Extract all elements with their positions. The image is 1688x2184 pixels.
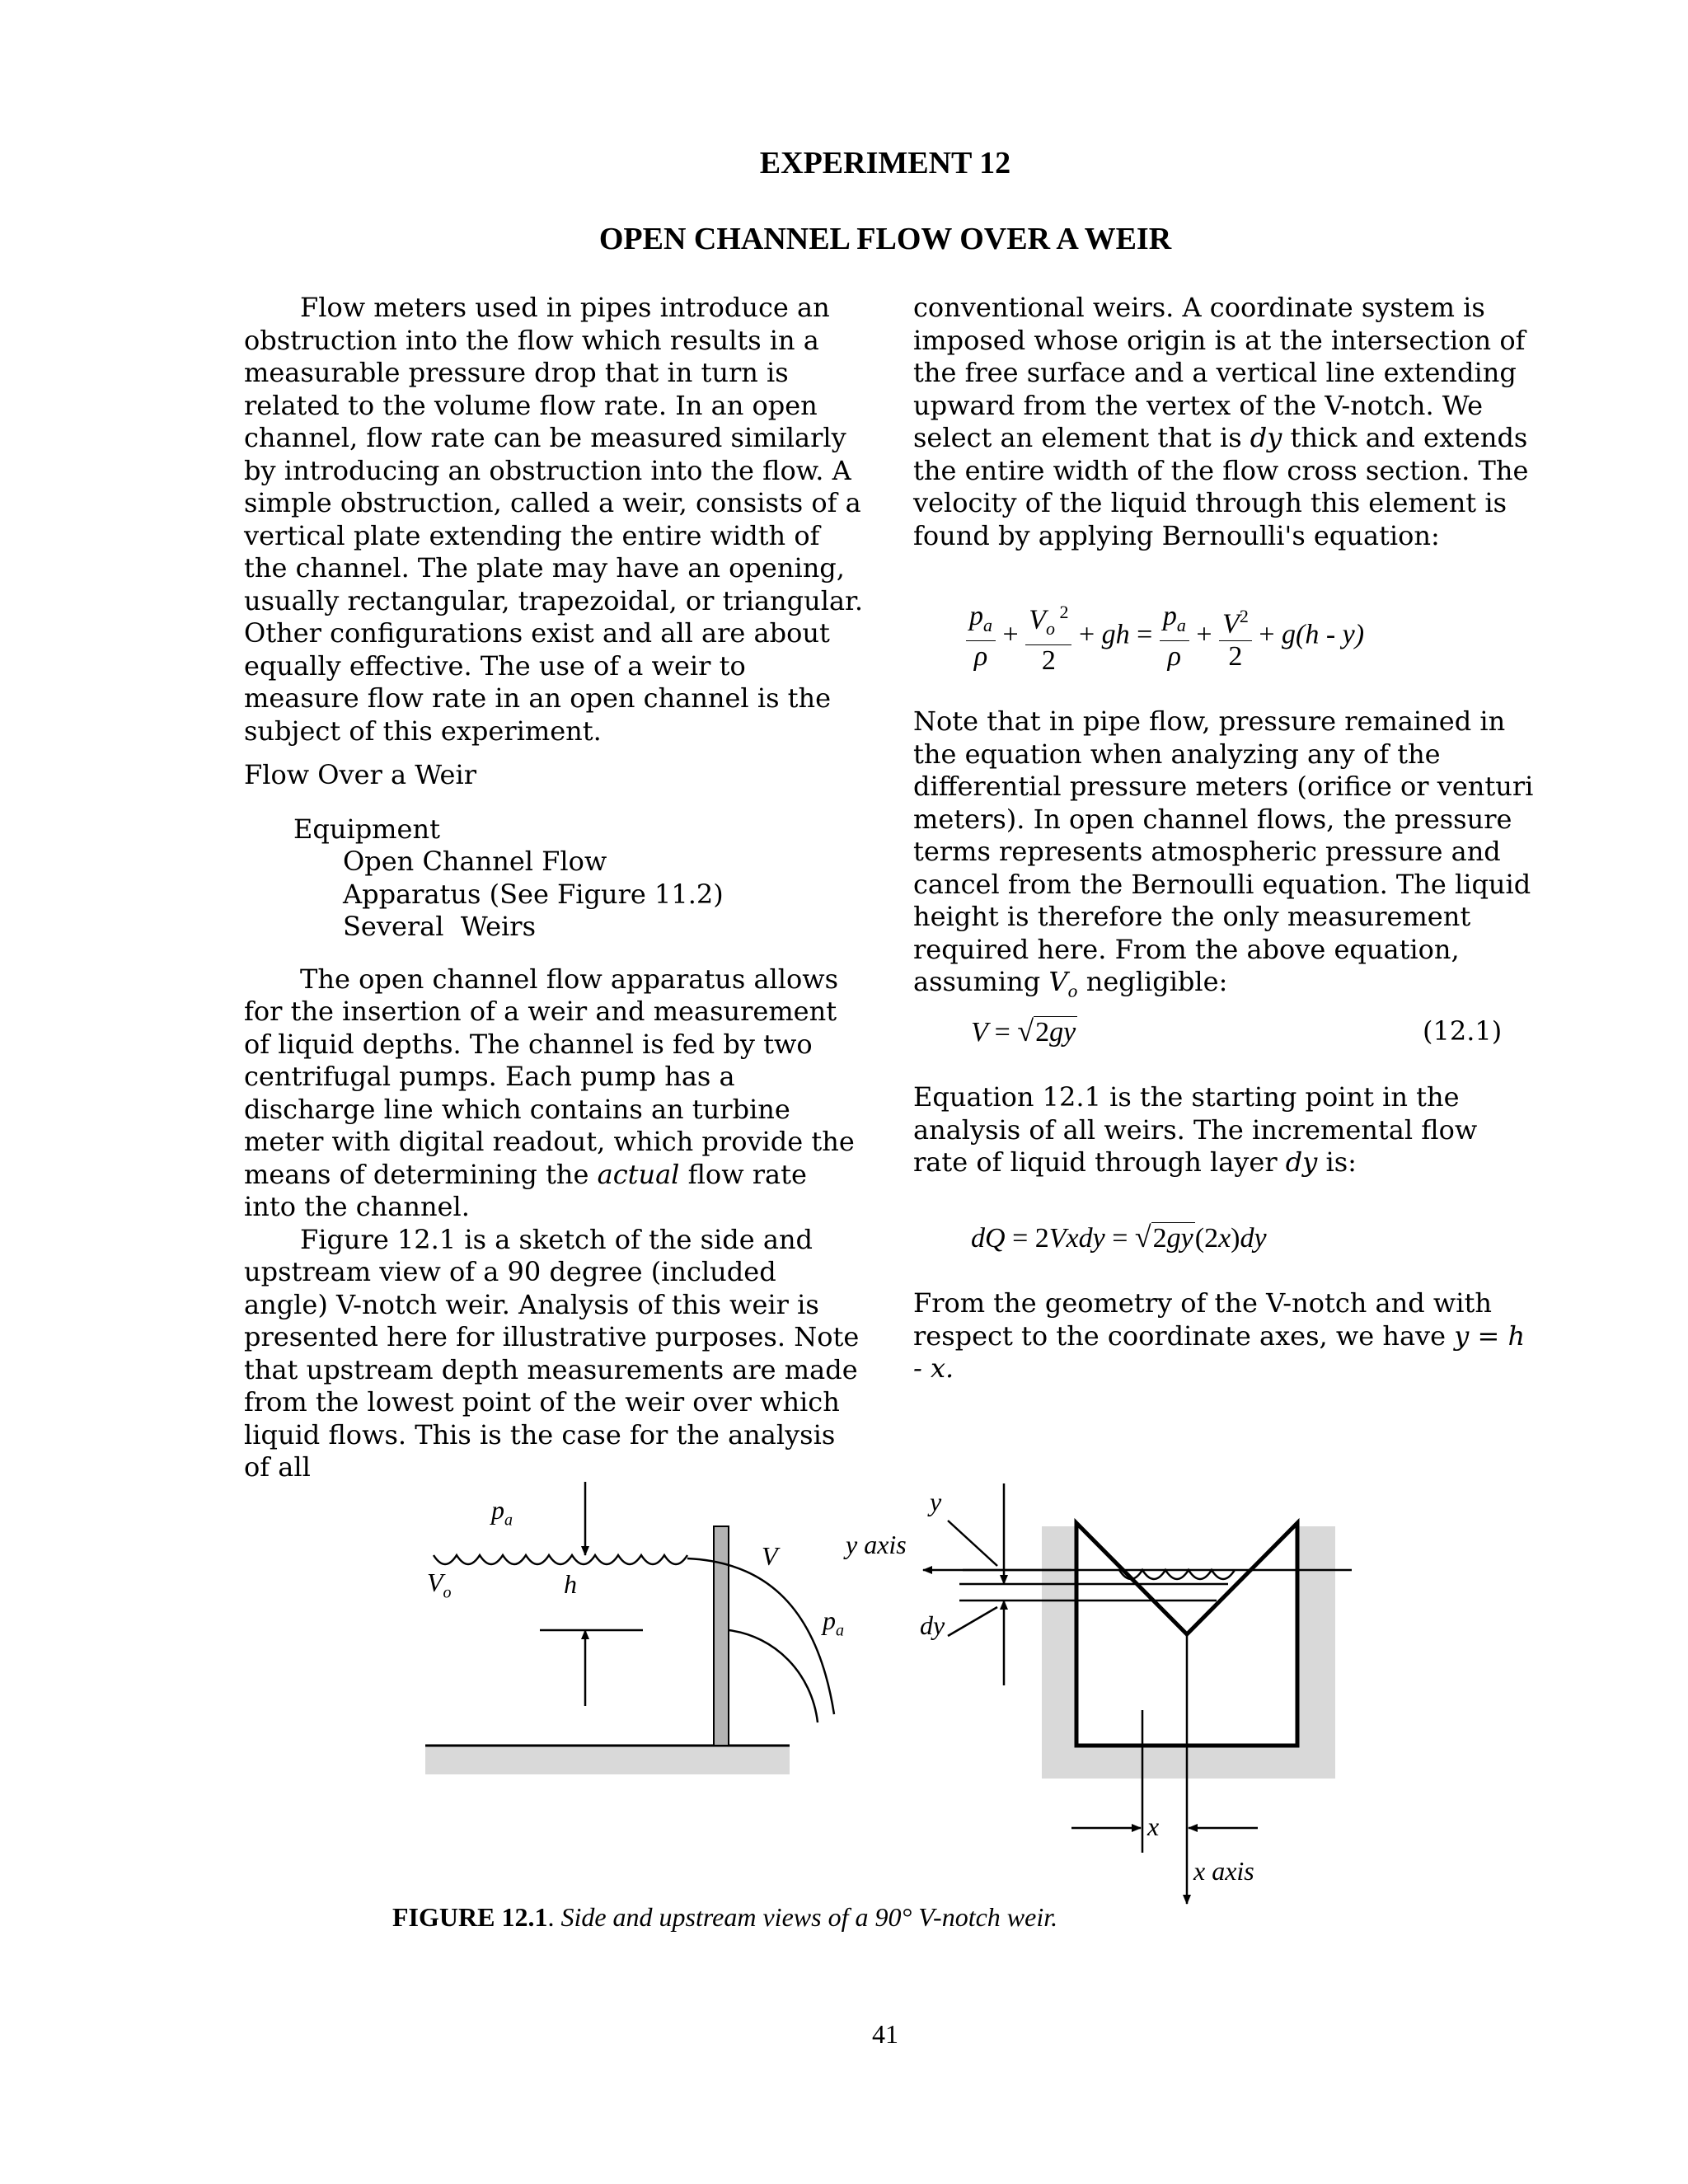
apparatus-text: The open channel flow apparatus allows for the insertion of a weir and measurement of liquid depths. The channel is fed by two centrifugal pumps. Each pump has a discharge line which contains an turbine meter with digital readout, which provide the means of determining the [244,963,855,1190]
channel-floor [425,1746,790,1774]
geometry-text: From the geometry of the V-notch and with respect to the coordinate axes, we have [913,1287,1492,1352]
flow-rate-equation: dQ = 2Vxdy = √2gy(2x)dy [971,1221,1267,1254]
dy-indicator [948,1607,997,1636]
page-number: 41 [872,2019,898,2049]
experiment-number: EXPERIMENT 12 [759,146,1011,180]
label-dy: dy [920,1610,945,1640]
equipment-heading: Equipment [293,813,440,845]
label-x-axis: x axis [1193,1856,1254,1886]
apparatus-text-end: flow rate into the channel. [244,1158,807,1222]
vo-variable: $V_o$ [1048,966,1078,1001]
label-x: x [1147,1811,1160,1841]
pressure-text: Note that in pipe flow, pressure remained in the equation when analyzing any of the differential pressure meters (orifice or venturi meters). In open channel flows, the pressure terms represents atmospheric pressure and cancel from the Bernoulli equation. The liquid height is therefore the only measurement required here. From the above equation, assuming [913,705,1534,997]
caption-label: FIGURE 12.1 [392,1902,548,1932]
velocity-equation: V = √2gy [971,1015,1076,1047]
section-heading: Flow Over a Weir [244,759,476,790]
equipment-item: Open Channel Flow Apparatus (See Figure 11.2) [343,846,724,910]
weir-plate [714,1526,729,1746]
caption-text: Side and upstream views of a 90° V-notch weir. [560,1902,1058,1932]
dy-variable-2: dy [1285,1146,1318,1178]
equipment-item: Several Weirs [343,911,536,942]
label-y-axis: y axis [846,1530,907,1559]
label-pa-nappe: $p_a$ [823,1605,844,1640]
free-surface-waves [434,1555,687,1564]
coordinate-text-end: thick and extends the entire width of the flow cross section. The velocity of the liquid through this element is found by applying Bernoulli's equation: [913,422,1529,551]
intro-paragraph: Flow meters used in pipes introduce an obstruction into the flow which results in a measurable pressure drop that in turn is related to the volume flow rate. In an open channel, flow rate can be measured similarly by introducing an obstruction into the flow. A simple obstruction, called a weir, consists of a vertical plate extending the entire width of the channel. The plate may have an opening, usually rectangular, trapezoidal, or triangular. Other configurations exist and all are about equally effective. The use of a weir to measure flow rate in an open channel is the subject of this experiment. [244,292,863,747]
label-h: h [564,1569,577,1599]
incremental-text-end: is: [1325,1146,1357,1178]
label-v: V [762,1541,778,1571]
pressure-text-end: negligible: [1085,966,1228,997]
bernoulli-equation: $\frac{p_a}{\rho}$ + $\frac{V_o ^2}{2}$ + gh = $\frac{p_a}{\rho}$ + $\frac{V^2}{2}$ + g(h - y) [966,597,1364,677]
y-indicator [948,1521,997,1566]
coordinate-text: conventional weirs. A coordinate system is imposed whose origin is at the intersection of the free surface and a vertical line extending upward from the vertex of the V-notch. We select an element that is [913,292,1526,453]
incremental-text: Equation 12.1 is the starting point in the analysis of all weirs. The incremental flow rate of liquid through layer [913,1081,1478,1178]
label-y: y [930,1487,942,1516]
label-vo: $V_o$ [427,1568,452,1602]
figure-caption: FIGURE 12.1. Side and upstream views of a 90° V-notch weir. [392,1902,1058,1932]
nappe-lower [729,1630,818,1722]
page-title: OPEN CHANNEL FLOW OVER A WEIR [598,222,1172,256]
figure-description-paragraph: Figure 12.1 is a sketch of the side and upstream view of a 90 degree (included angle) V-notch weir. Analysis of this weir is presented here for illustrative purposes. Note that upstream depth measurements are made from the lowest point of the weir over which liquid flows. This is the case for the analysis of all [244,1223,860,1483]
dy-variable: dy [1250,422,1282,453]
equation-number: (12.1) [1423,1015,1503,1047]
actual-emphasis: actual [597,1158,680,1190]
geometry-equation: y = h - x. [913,1319,1526,1384]
nappe-upper [687,1558,834,1714]
label-pa-upstream: $p_a$ [491,1495,513,1530]
